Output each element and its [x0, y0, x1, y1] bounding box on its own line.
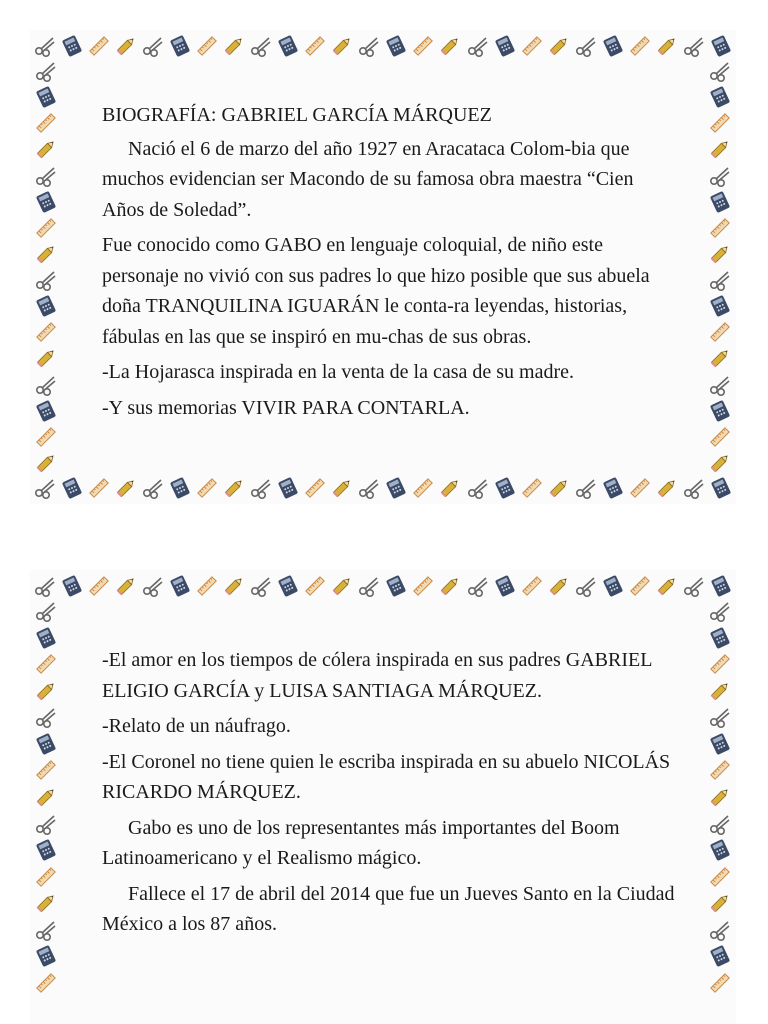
decorative-border-right — [706, 600, 734, 994]
work-item-amor: -El amor en los tiempos de cólera inspirada en sus padres GABRIEL ELIGIO GARCÍA y LUISA SANTIAGA MÁRQUEZ. — [102, 649, 652, 702]
calculator-icon — [602, 477, 624, 499]
scissors-icon — [35, 813, 57, 835]
pencil-icon — [709, 786, 731, 808]
calculator-icon — [35, 733, 57, 755]
pencil-icon — [656, 477, 678, 499]
pencil-icon — [35, 786, 57, 808]
calculator-icon — [602, 35, 624, 57]
ruler-icon — [304, 35, 326, 57]
scissors-icon — [709, 269, 731, 291]
calculator-icon — [35, 839, 57, 861]
scissors-icon — [35, 600, 57, 622]
pencil-icon — [35, 892, 57, 914]
work-item-memorias: -Y sus memorias VIVIR PARA CONTARLA. — [102, 396, 470, 419]
ruler-icon — [709, 972, 731, 994]
calculator-icon — [385, 35, 407, 57]
ruler-icon — [629, 575, 651, 597]
scissors-icon — [35, 60, 57, 82]
calculator-icon — [35, 191, 57, 213]
ruler-icon — [196, 575, 218, 597]
biography-text-continued — [102, 645, 676, 940]
pencil-icon — [709, 138, 731, 160]
pencil-icon — [548, 35, 570, 57]
calculator-icon — [602, 575, 624, 597]
ruler-icon — [88, 477, 110, 499]
ruler-icon — [88, 35, 110, 57]
calculator-icon — [709, 86, 731, 108]
scissors-icon — [467, 35, 489, 57]
ruler-icon — [709, 759, 731, 781]
calculator-icon — [61, 575, 83, 597]
pencil-icon — [115, 575, 137, 597]
scissors-icon — [683, 35, 705, 57]
pencil-icon — [548, 575, 570, 597]
calculator-icon — [61, 477, 83, 499]
pencil-icon — [331, 477, 353, 499]
calculator-icon — [709, 839, 731, 861]
ruler-icon — [35, 112, 57, 134]
calculator-icon — [277, 575, 299, 597]
scissors-icon — [35, 165, 57, 187]
calculator-icon — [35, 86, 57, 108]
ruler-icon — [412, 35, 434, 57]
pencil-icon — [115, 35, 137, 57]
scissors-icon — [467, 575, 489, 597]
pencil-icon — [35, 452, 57, 474]
page-card-1 — [30, 30, 736, 504]
ruler-icon — [196, 35, 218, 57]
scissors-icon — [709, 374, 731, 396]
calculator-icon — [710, 575, 732, 597]
paragraph-birth: Nació el 6 de marzo del año 1927 en Aracataca Colom-bia que muchos evidencian ser Macondo de su famosa obra maestra “Cien Años de Soledad”. — [102, 137, 634, 221]
pencil-icon — [439, 35, 461, 57]
calculator-icon — [35, 400, 57, 422]
ruler-icon — [629, 477, 651, 499]
calculator-icon — [385, 575, 407, 597]
pencil-icon — [439, 575, 461, 597]
calculator-icon — [35, 627, 57, 649]
decorative-border-right — [706, 60, 734, 474]
ruler-icon — [304, 477, 326, 499]
scissors-icon — [35, 919, 57, 941]
pencil-icon — [709, 892, 731, 914]
scissors-icon — [358, 477, 380, 499]
page-title: BIOGRAFÍA: GABRIEL GARCÍA MÁRQUEZ — [102, 104, 492, 126]
calculator-icon — [710, 35, 732, 57]
scissors-icon — [250, 35, 272, 57]
scissors-icon — [142, 477, 164, 499]
pencil-icon — [223, 35, 245, 57]
scissors-icon — [35, 374, 57, 396]
pencil-icon — [709, 243, 731, 265]
scissors-icon — [575, 575, 597, 597]
pencil-icon — [548, 477, 570, 499]
work-item-naufrago: -Relato de un náufrago. — [102, 715, 291, 737]
page-card-2 — [30, 570, 736, 1024]
scissors-icon — [35, 706, 57, 728]
paragraph-death: Fallece el 17 de abril del 2014 que fue un Jueves Santo en la Ciudad México a los 87 años. — [102, 882, 675, 935]
ruler-icon — [304, 575, 326, 597]
ruler-icon — [709, 217, 731, 239]
scissors-icon — [358, 575, 380, 597]
pencil-icon — [656, 575, 678, 597]
scissors-icon — [709, 165, 731, 187]
calculator-icon — [277, 35, 299, 57]
decorative-border-bottom — [30, 474, 736, 502]
scissors-icon — [467, 477, 489, 499]
ruler-icon — [35, 426, 57, 448]
ruler-icon — [196, 477, 218, 499]
calculator-icon — [35, 945, 57, 967]
work-item-hojarasca: -La Hojarasca inspirada en la venta de la casa de su madre. — [102, 361, 574, 383]
ruler-icon — [709, 866, 731, 888]
calculator-icon — [494, 477, 516, 499]
scissors-icon — [358, 35, 380, 57]
calculator-icon — [709, 733, 731, 755]
ruler-icon — [35, 866, 57, 888]
scissors-icon — [709, 813, 731, 835]
ruler-icon — [709, 321, 731, 343]
ruler-icon — [35, 972, 57, 994]
calculator-icon — [494, 575, 516, 597]
ruler-icon — [35, 759, 57, 781]
ruler-icon — [35, 321, 57, 343]
ruler-icon — [521, 35, 543, 57]
scissors-icon — [683, 477, 705, 499]
scissors-icon — [709, 706, 731, 728]
pencil-icon — [656, 35, 678, 57]
pencil-icon — [331, 575, 353, 597]
pencil-icon — [35, 347, 57, 369]
scissors-icon — [683, 575, 705, 597]
calculator-icon — [277, 477, 299, 499]
calculator-icon — [169, 575, 191, 597]
paragraph-childhood: Fue conocido como GABO en lenguaje coloquial, de niño este personaje no vivió con sus padres lo que hizo posible que sus abuela doña TRANQUILINA IGUARÁN le conta-ra leyendas, historias, fábulas en las que se inspiró en mu-chas de sus obras. — [102, 234, 650, 348]
scissors-icon — [575, 35, 597, 57]
ruler-icon — [35, 217, 57, 239]
pencil-icon — [709, 680, 731, 702]
pencil-icon — [35, 243, 57, 265]
scissors-icon — [709, 60, 731, 82]
scissors-icon — [34, 477, 56, 499]
calculator-icon — [169, 477, 191, 499]
calculator-icon — [494, 35, 516, 57]
calculator-icon — [385, 477, 407, 499]
ruler-icon — [709, 426, 731, 448]
ruler-icon — [629, 35, 651, 57]
pencil-icon — [709, 347, 731, 369]
decorative-border-left — [32, 60, 60, 474]
ruler-icon — [709, 653, 731, 675]
scissors-icon — [142, 575, 164, 597]
pencil-icon — [223, 477, 245, 499]
calculator-icon — [709, 295, 731, 317]
calculator-icon — [709, 191, 731, 213]
scissors-icon — [142, 35, 164, 57]
pencil-icon — [331, 35, 353, 57]
scissors-icon — [34, 575, 56, 597]
pencil-icon — [709, 452, 731, 474]
calculator-icon — [61, 35, 83, 57]
calculator-icon — [710, 477, 732, 499]
scissors-icon — [34, 35, 56, 57]
ruler-icon — [88, 575, 110, 597]
pencil-icon — [115, 477, 137, 499]
pencil-icon — [35, 680, 57, 702]
calculator-icon — [709, 945, 731, 967]
paragraph-boom: Gabo es uno de los representantes más importantes del Boom Latinoamericano y el Realismo mágico. — [102, 816, 620, 869]
biography-text — [102, 100, 676, 423]
work-item-coronel: -El Coronel no tiene quien le escriba inspirada en su abuelo NICOLÁS RICARDO MÁRQUEZ. — [102, 750, 671, 803]
scissors-icon — [575, 477, 597, 499]
decorative-border-left — [32, 600, 60, 994]
ruler-icon — [412, 575, 434, 597]
scissors-icon — [250, 575, 272, 597]
calculator-icon — [709, 627, 731, 649]
ruler-icon — [412, 477, 434, 499]
ruler-icon — [709, 112, 731, 134]
calculator-icon — [709, 400, 731, 422]
ruler-icon — [521, 575, 543, 597]
decorative-border-top — [30, 572, 736, 600]
ruler-icon — [35, 653, 57, 675]
ruler-icon — [521, 477, 543, 499]
scissors-icon — [250, 477, 272, 499]
decorative-border-top — [30, 32, 736, 60]
pencil-icon — [35, 138, 57, 160]
pencil-icon — [223, 575, 245, 597]
scissors-icon — [35, 269, 57, 291]
calculator-icon — [35, 295, 57, 317]
scissors-icon — [709, 600, 731, 622]
calculator-icon — [169, 35, 191, 57]
scissors-icon — [709, 919, 731, 941]
pencil-icon — [439, 477, 461, 499]
